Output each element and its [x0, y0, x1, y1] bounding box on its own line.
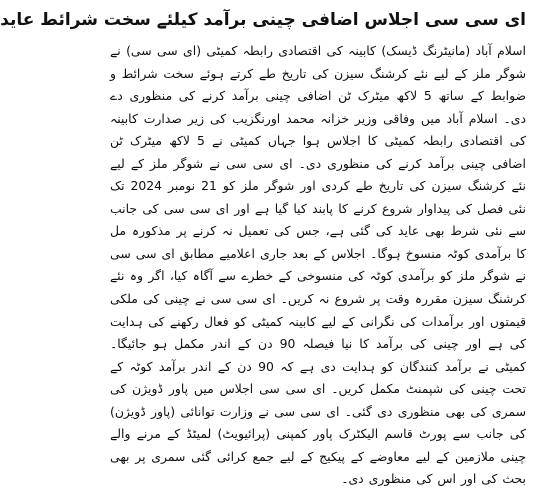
- article-headline: ای سی سی اجلاس اضافی چینی برآمد کیلئے سخت شرائط عاید: [0, 10, 526, 30]
- article-body: اسلام آباد (مانیٹرنگ ڈیسک) کابینہ کی اقتصادی رابطہ کمیٹی (ای سی سی) نے شوگر ملز کے لیے نئے کرشنگ سیزن کی تاریخ طے کرتے ہوئے سخت شرائط و ضوابط کے ساتھ 5 لاکھ میٹرک ٹن اضافی چینی برآمد کرنے کی منظوری دے دی۔ اسلام آباد میں وفاقی وزیر خزانہ محمد اورنگزیب کی زیر صدارت کابینہ کی اقتصادی رابطہ کمیٹی کا اجلاس ہوا جہاں کمیٹی نے 5 لاکھ میٹرک ٹن اضافی چینی برآمد کرنے کی منظوری دی۔ ای سی سی نے شوگر ملز کے لیے نئے کرشنگ سیزن کی تاریخ طے کردی اور شوگر ملز کو 21 نومبر 2024 تک نئی فصل کی پیداوار شروع کرنے کا پابند کیا گیا ہے اور ای سی سی کی جانب سے نئی شرط بھی عاید کی گئی ہے، جس کی تعمیل نہ کرنے پر مذکورہ مل کا برآمدی کوٹہ منسوخ ہوگا۔ اجلاس کے بعد جاری اعلامیے مطابق ای سی سی نے شوگر ملز کو برآمدی کوٹہ کی منسوخی کے خطرے سے آگاہ کیا، اگر وہ نئے کرشنگ سیزن مقررہ وقت پر شروع نہ کریں۔ ای سی سی نے چینی کی ملکی قیمتوں اور برآمدات کی نگرانی کے لیے کابینہ کمیٹی کو فعال رکھنے کی ہدایت کی ہے اور چینی کی برآمد کا نیا فیصلہ 90 دن کے اندر مکمل ہو جائیگا۔ کمیٹی نے برآمد کنندگان کو ہدایت دی ہے کہ 90 دن کے اندر برآمد کوٹہ کے تحت چینی کی شپمنٹ مکمل کریں۔ ای سی سی اجلاس میں پاور ڈویژن کی سمری کی بھی منظوری دی گئی۔ ای سی سی نے وزارت توانائی (پاور ڈویژن) کی جانب سے پورٹ قاسم الیکٹرک پاور کمپنی (پرائیویٹ) لمیٹڈ کے مرنے والے چینی ملازمین کے لیے معاوضے کے پیکیج کے لیے جمع کرائی گئی سمری پر بھی بحث کی اور اس کی منظوری دی۔: [110, 43, 527, 487]
